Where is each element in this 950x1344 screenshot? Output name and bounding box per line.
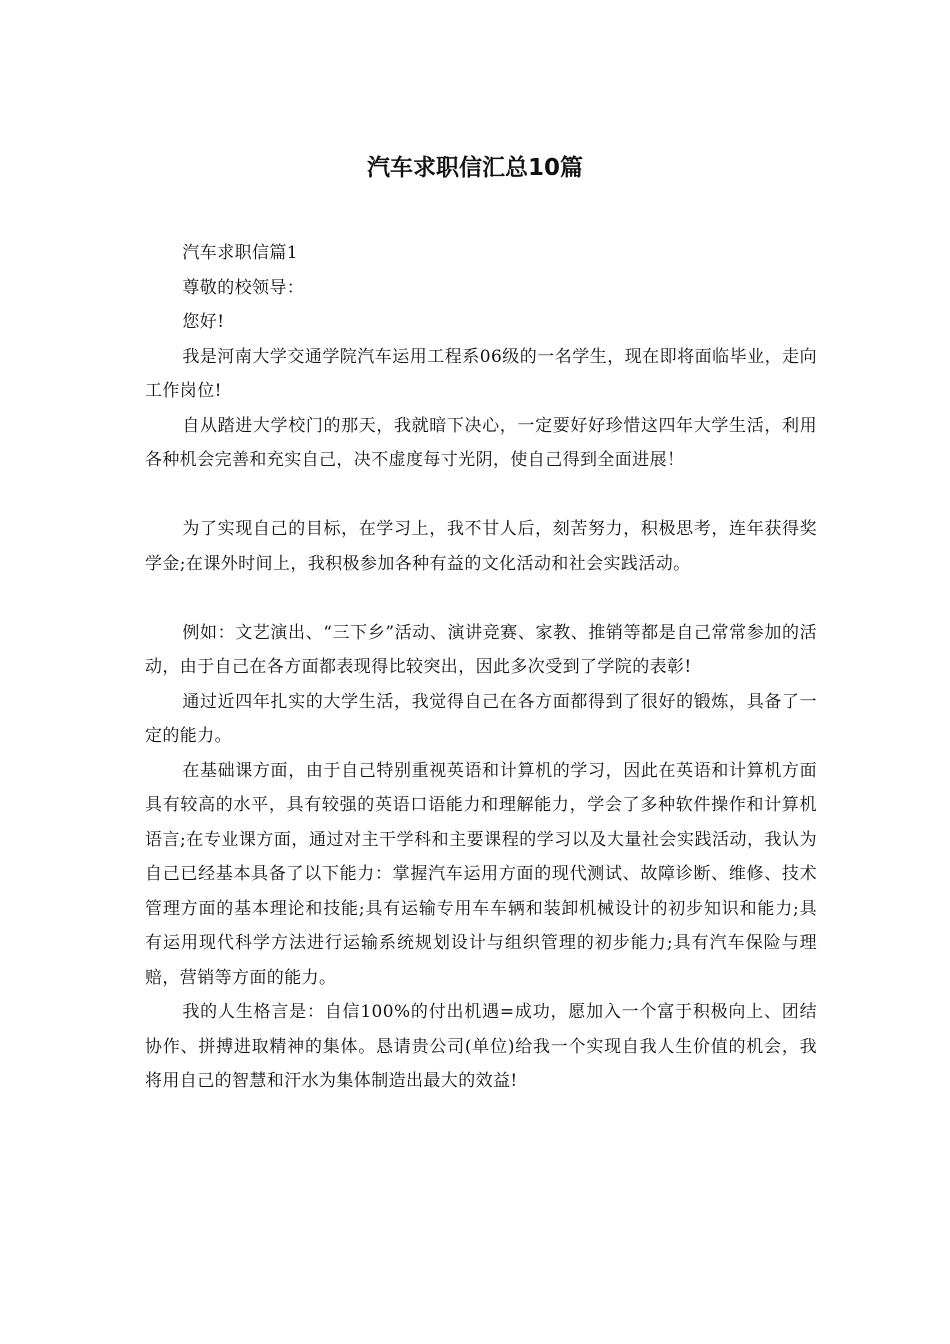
paragraph-skills: 在基础课方面，由于自己特别重视英语和计算机的学习，因此在英语和计算机方面具有较高的水平，具有较强的英语口语能力和理解能力，学会了多种软件操作和计算机语言;在专业课方面，通过对主干学科和主要课程的学习以及大量社会实践活动，我认为自己已经基本具备了以下能力：掌握汽车运用方面的现代测试、故障诊断、维修、技术管理方面的基本理论和技能;具有运输专用车车辆和装卸机械设计的初步知识和能力;具有运用现代科学方法进行运输系统规划设计与组织管理的初步能力;具有汽车保险与理赔，营销等方面的能力。 <box>145 760 817 988</box>
paragraph-introduction: 我是河南大学交通学院汽车运用工程系06级的一名学生，现在即将面临毕业，走向工作岗位! <box>145 346 817 401</box>
greeting: 您好! <box>182 312 225 332</box>
paragraph-study: 为了实现自己的目标，在学习上，我不甘人后，刻苦努力，积极思考，连年获得奖学金;在课外时间上，我积极参加各种有益的文化活动和社会实践活动。 <box>145 519 817 574</box>
paragraph-growth: 通过近四年扎实的大学生活，我觉得自己在各方面都得到了很好的锻炼，具备了一定的能力。 <box>145 691 817 746</box>
document-body <box>145 236 817 1099</box>
paragraph-resolve: 自从踏进大学校门的那天，我就暗下决心，一定要好好珍惜这四年大学生活，利用各种机会完善和充实自己，决不虚度每寸光阴，使自己得到全面进展！ <box>145 415 817 470</box>
paragraph-motto: 我的人生格言是：自信100%的付出机遇=成功，愿加入一个富于积极向上、团结协作、拼搏进取精神的集体。恳请贵公司(单位)给我一个实现自我人生价值的机会，我将用自己的智慧和汗水为集体制造出最大的效益! <box>145 1002 817 1091</box>
document-title: 汽车求职信汇总10篇 <box>366 155 583 181</box>
section-heading: 汽车求职信篇1 <box>182 243 299 263</box>
salutation: 尊敬的校领导： <box>182 277 305 298</box>
paragraph-activities: 例如：文艺演出、“三下乡”活动、演讲竞赛、家教、推销等都是自己常常参加的活动，由于自己在各方面都表现得比较突出，因此多次受到了学院的表彰! <box>145 622 817 677</box>
